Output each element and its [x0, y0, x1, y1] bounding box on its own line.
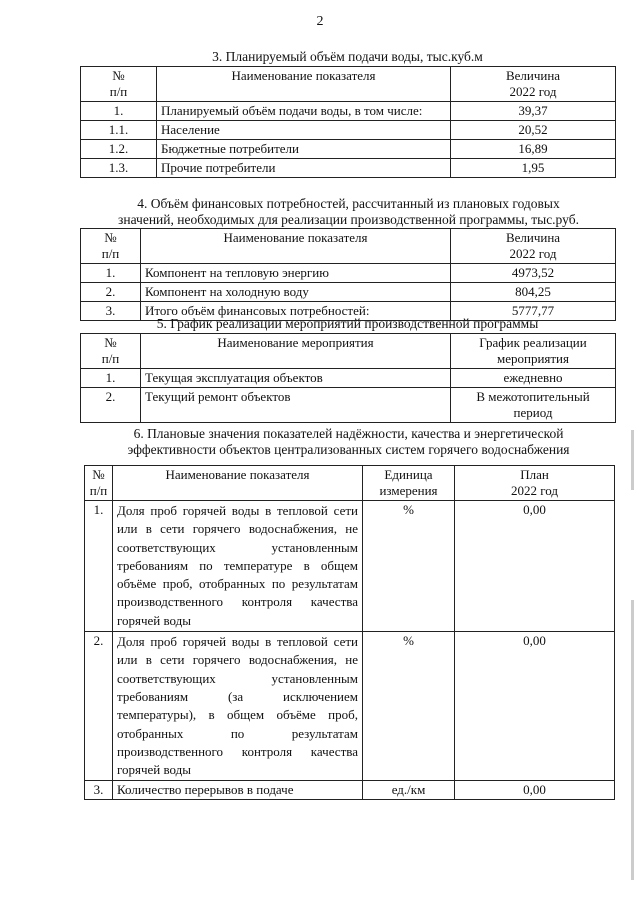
table-header-row — [85, 466, 615, 501]
scan-edge-mark — [631, 430, 634, 490]
table-water-supply — [80, 66, 616, 178]
section-6-title: 6. Плановые значения показателей надёжности, качества и энергетической эффективности объектов централизованных систем горячего водоснабжения — [127, 426, 570, 457]
header-num: № п/п — [85, 466, 113, 501]
table-row: 2. Компонент на холодную воду 804,25 — [81, 283, 616, 302]
header-value: Величина 2022 год — [451, 229, 616, 264]
header-num: № п/п — [81, 67, 157, 102]
header-name: Наименование показателя — [141, 229, 451, 264]
table-header-row — [81, 67, 616, 102]
header-value: Величина 2022 год — [451, 67, 616, 102]
header-name: Наименование мероприятия — [141, 334, 451, 369]
table-row: 1.1. Население 20,52 — [81, 121, 616, 140]
page-number: 2 — [316, 14, 324, 29]
table-schedule — [80, 333, 616, 423]
table-row: 1. Текущая эксплуатация объектов ежедневно — [81, 369, 616, 388]
header-name: Наименование показателя — [157, 67, 451, 102]
header-num: № п/п — [81, 229, 141, 264]
table-row: 2. Доля проб горячей воды в тепловой сети или в сети горячего водоснабжения, не соответствующих установленным требованиям (за исключением температуры), в общем объёме проб, отобранных по результатам производственного контроля качества горячей воды % 0,00 — [85, 632, 615, 781]
section-3-title: 3. Планируемый объём подачи воды, тыс.куб.м — [212, 49, 483, 64]
header-plan: План 2022 год — [455, 466, 615, 501]
header-num: № п/п — [81, 334, 141, 369]
table-row: 2. Текущий ремонт объектов В межотопительный период — [81, 388, 616, 423]
table-header-row — [81, 229, 616, 264]
header-value: График реализации мероприятия — [451, 334, 616, 369]
table-indicators — [84, 465, 615, 800]
table-row: 3. Количество перерывов в подаче ед./км 0,00 — [85, 781, 615, 800]
scan-edge-mark — [631, 600, 634, 880]
table-financial-needs — [80, 228, 616, 321]
table-row: 1. Доля проб горячей воды в тепловой сети или в сети горячего водоснабжения, не соответствующих установленным требованиям по температуре в общем объёме проб, отобранных по результатам производственного контроля качества горячей воды % 0,00 — [85, 501, 615, 632]
section-5-title: 5. График реализации мероприятий производственной программы — [156, 316, 539, 331]
table-row: 1.3. Прочие потребители 1,95 — [81, 159, 616, 178]
section-4-title: 4. Объём финансовых потребностей, рассчитанный из плановых годовых значений, необходимых для реализации производственной программы, тыс.руб. — [118, 196, 579, 227]
table-row: 1. Планируемый объём подачи воды, в том числе: 39,37 — [81, 102, 616, 121]
table-row: 1. Компонент на тепловую энергию 4973,52 — [81, 264, 616, 283]
table-row: 3. Итого объём финансовых потребностей: 5777,77 — [81, 302, 616, 321]
table-row: 1.2. Бюджетные потребители 16,89 — [81, 140, 616, 159]
header-unit: Единица измерения — [363, 466, 455, 501]
table-header-row — [81, 334, 616, 369]
header-name: Наименование показателя — [113, 466, 363, 501]
